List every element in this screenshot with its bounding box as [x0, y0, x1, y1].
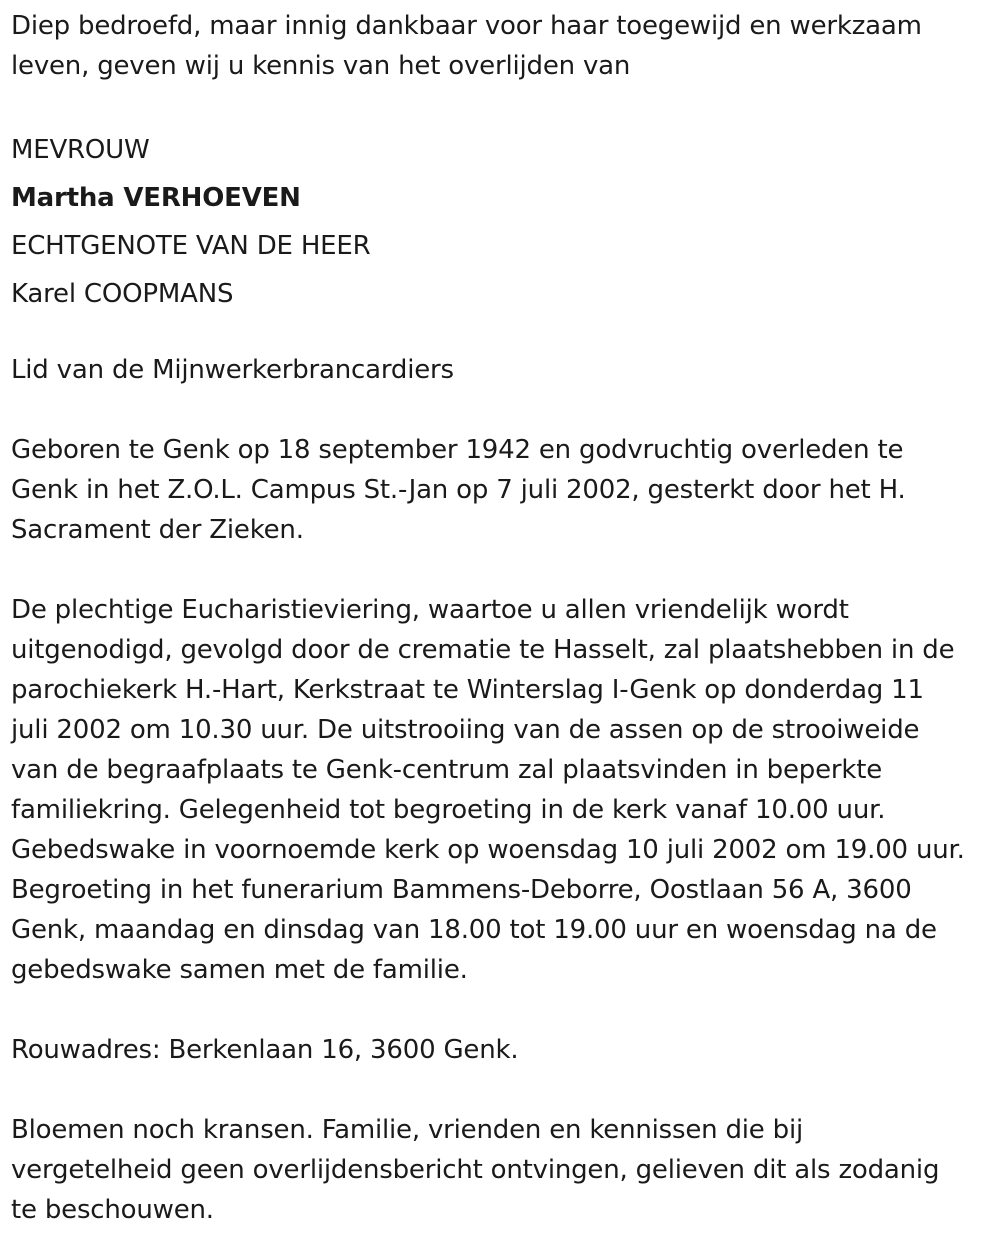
spacer — [11, 1070, 991, 1110]
ceremony-line: Begroeting in het funerarium Bammens-Deborre, Oostlaan 56 A, 3600 — [11, 875, 912, 905]
ceremony-line: parochiekerk H.-Hart, Kerkstraat te Winterslag I-Genk op donderdag 11 — [11, 675, 924, 705]
name-block — [11, 126, 991, 318]
birth-death-line: Sacrament der Zieken. — [11, 515, 304, 545]
spacer — [11, 550, 991, 590]
spouse-name: Karel COOPMANS — [11, 279, 234, 309]
death-notice — [11, 6, 991, 1230]
intro-line: Diep bedroefd, maar innig dankbaar voor haar toegewijd en werkzaam — [11, 11, 922, 41]
closing-line: te beschouwen. — [11, 1195, 214, 1225]
ceremony-line: De plechtige Eucharistieviering, waartoe u allen vriendelijk wordt — [11, 595, 849, 625]
closing-line: vergetelheid geen overlijdensbericht ontvingen, gelieven dit als zodanig — [11, 1155, 940, 1185]
closing-line: Bloemen noch kransen. Familie, vrienden en kennissen die bij — [11, 1115, 804, 1145]
ceremony-line: uitgenodigd, gevolgd door de crematie te Hasselt, zal plaatshebben in de — [11, 635, 955, 665]
spacer — [11, 990, 991, 1030]
birth-death-line: Geboren te Genk op 18 september 1942 en godvruchtig overleden te — [11, 435, 904, 465]
ceremony-line: familiekring. Gelegenheid tot begroeting in de kerk vanaf 10.00 uur. — [11, 795, 886, 825]
spacer — [11, 390, 991, 430]
ceremony-line: juli 2002 om 10.30 uur. De uitstrooiing van de assen op de strooiweide — [11, 715, 920, 745]
membership-line: Lid van de Mijnwerkerbrancardiers — [11, 355, 454, 385]
deceased-name: Martha VERHOEVEN — [11, 183, 301, 213]
ceremony-paragraph — [11, 590, 991, 990]
spacer — [11, 86, 991, 126]
intro-paragraph — [11, 6, 991, 86]
intro-line: leven, geven wij u kennis van het overlijden van — [11, 51, 631, 81]
ceremony-line: Genk, maandag en dinsdag van 18.00 tot 19.00 uur en woensdag na de — [11, 915, 937, 945]
birth-death-line: Genk in het Z.O.L. Campus St.-Jan op 7 juli 2002, gesterkt door het H. — [11, 475, 906, 505]
ceremony-line: van de begraafplaats te Genk-centrum zal plaatsvinden in beperkte — [11, 755, 883, 785]
closing-paragraph — [11, 1110, 991, 1230]
spacer — [11, 318, 991, 350]
birth-death-paragraph — [11, 430, 991, 550]
ceremony-line: Gebedswake in voornoemde kerk op woensdag 10 juli 2002 om 19.00 uur. — [11, 835, 965, 865]
ceremony-line: gebedswake samen met de familie. — [11, 955, 468, 985]
title-label: MEVROUW — [11, 135, 150, 165]
mourning-address: Rouwadres: Berkenlaan 16, 3600 Genk. — [11, 1035, 519, 1065]
relation-label: ECHTGENOTE VAN DE HEER — [11, 231, 371, 261]
